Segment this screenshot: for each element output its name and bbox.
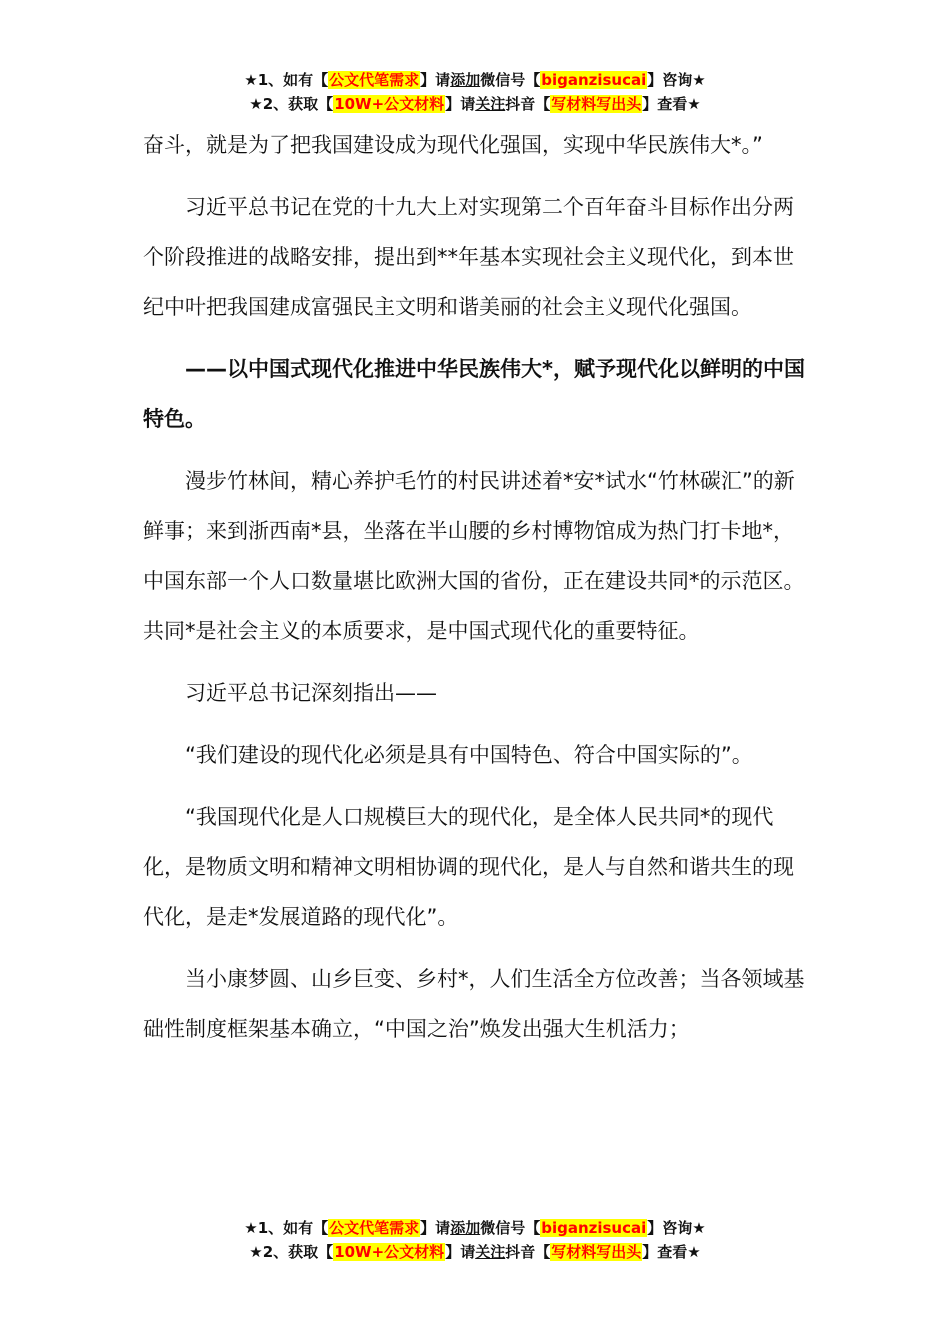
banner-text: 】请	[420, 1219, 451, 1237]
paragraph: 漫步竹林间，精心养护毛竹的村民讲述着*安*试水“竹林碳汇”的新鲜事；来到浙西南*县，坐落在半山腰的乡村博物馆成为热门打卡地*，中国东部一个人口数量堪比欧洲大国的省份，正在建设共同*的示范区。共同*是社会主义的本质要求，是中国式现代化的重要特征。	[143, 469, 805, 643]
banner-text: 】咨询★	[647, 71, 706, 89]
banner-underlined-text: 添加	[450, 71, 481, 89]
banner-highlight: biganzisucai	[541, 1219, 647, 1237]
banner-text: 抖音【	[505, 95, 551, 113]
banner-underlined-text: 关注	[475, 1243, 506, 1261]
banner-text: 】咨询★	[647, 1219, 706, 1237]
document-body	[143, 120, 813, 1054]
banner-highlight: 写材料写出头	[551, 95, 642, 113]
paragraph: 习近平总书记深刻指出——	[185, 681, 437, 705]
banner-highlight: 写材料写出头	[551, 1243, 642, 1261]
banner-highlight: 公文代笔需求	[329, 71, 420, 89]
banner-line-2	[0, 1240, 950, 1264]
header-banner	[0, 68, 950, 116]
banner-text: 微信号【	[480, 71, 541, 89]
banner-text: 】请	[445, 95, 476, 113]
banner-underlined-text: 关注	[475, 95, 506, 113]
banner-text: 微信号【	[480, 1219, 541, 1237]
banner-text: ★2、获取【	[249, 95, 334, 113]
banner-underlined-text: 添加	[450, 1219, 481, 1237]
paragraph: 当小康梦圆、山乡巨变、乡村*，人们生活全方位改善；当各领域基础性制度框架基本确立，“中国之治”焕发出强大生机活力；	[143, 967, 805, 1041]
banner-text: 抖音【	[505, 1243, 551, 1261]
paragraph: “我们建设的现代化必须是具有中国特色、符合中国实际的”。	[185, 743, 753, 767]
banner-highlight: 10W+公文材料	[334, 95, 445, 113]
footer-banner	[0, 1216, 950, 1264]
section-heading: ——以中国式现代化推进中华民族伟大*，赋予现代化以鲜明的中国特色。	[143, 357, 805, 431]
banner-text: 】请	[445, 1243, 476, 1261]
banner-line-1	[0, 68, 950, 92]
paragraph: 奋斗，就是为了把我国建设成为现代化强国，实现中华民族伟大*。”	[143, 133, 763, 157]
banner-line-1	[0, 1216, 950, 1240]
banner-line-2	[0, 92, 950, 116]
paragraph: “我国现代化是人口规模巨大的现代化，是全体人民共同*的现代化，是物质文明和精神文明相协调的现代化，是人与自然和谐共生的现代化，是走*发展道路的现代化”。	[143, 805, 794, 929]
paragraph: 习近平总书记在党的十九大上对实现第二个百年奋斗目标作出分两个阶段推进的战略安排，提出到**年基本实现社会主义现代化，到本世纪中叶把我国建成富强民主文明和谐美丽的社会主义现代化强国。	[143, 195, 794, 319]
banner-text: ★1、如有【	[244, 1219, 329, 1237]
banner-highlight: 10W+公文材料	[334, 1243, 445, 1261]
banner-text: 】查看★	[642, 95, 701, 113]
banner-text: 】请	[420, 71, 451, 89]
banner-text: 】查看★	[642, 1243, 701, 1261]
banner-text: ★1、如有【	[244, 71, 329, 89]
banner-highlight: biganzisucai	[541, 71, 647, 89]
banner-text: ★2、获取【	[249, 1243, 334, 1261]
banner-highlight: 公文代笔需求	[329, 1219, 420, 1237]
